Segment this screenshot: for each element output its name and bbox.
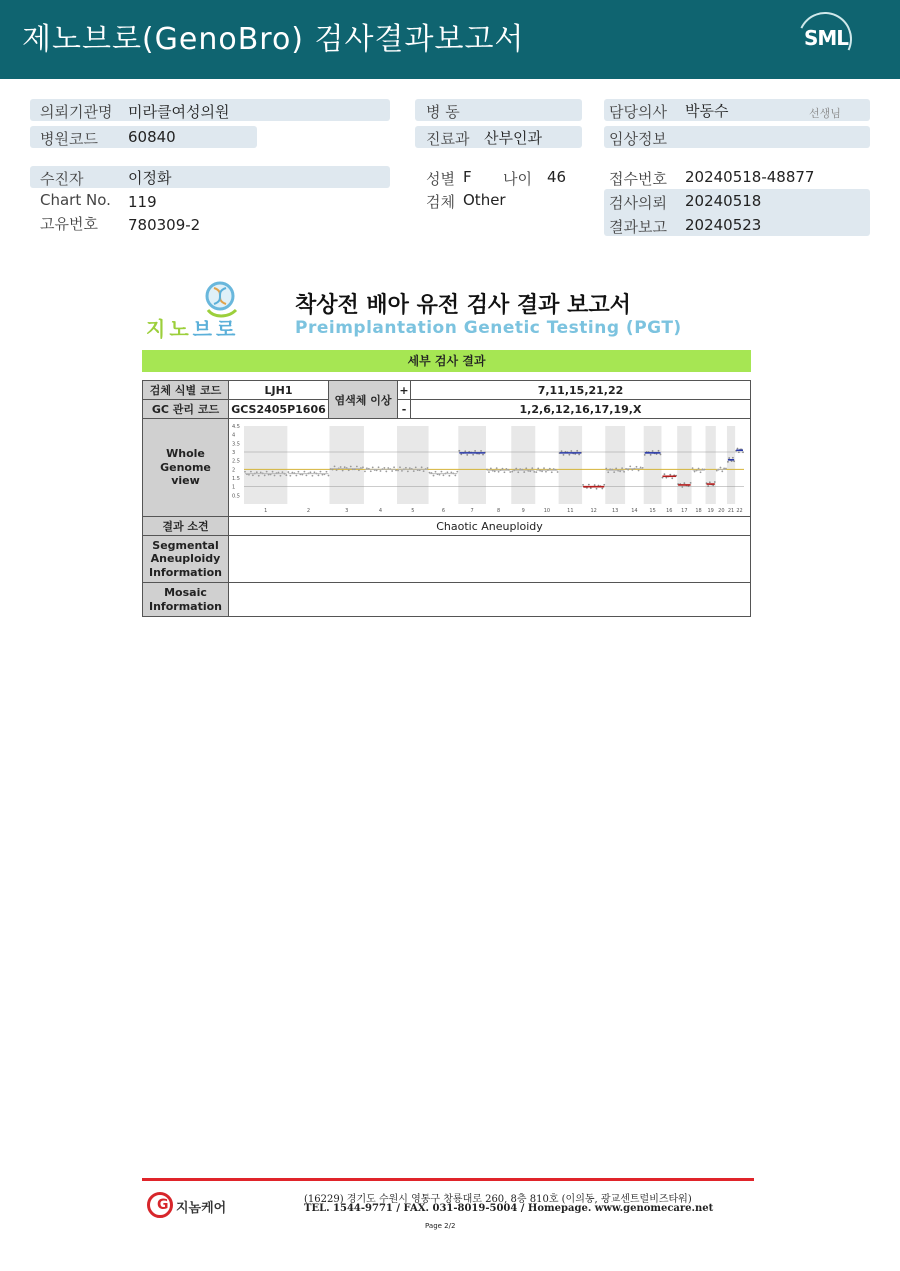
report-date-label: 결과보고 [609, 218, 667, 236]
data-point [397, 469, 399, 471]
data-point [651, 450, 653, 452]
data-point [482, 453, 484, 455]
x-tick-label: 12 [589, 507, 597, 514]
data-point [265, 470, 267, 472]
data-point [255, 471, 257, 473]
data-point [454, 474, 456, 476]
data-point [440, 470, 442, 472]
data-point [715, 469, 717, 471]
data-point [497, 470, 499, 472]
specimen-label: 검체 [426, 193, 455, 211]
sml-logo [798, 12, 854, 66]
data-point [472, 453, 474, 455]
x-tick-label: 13 [611, 507, 618, 514]
data-point [545, 470, 547, 472]
clinical-label: 임상정보 [609, 130, 667, 148]
x-tick-label: 6 [441, 507, 445, 514]
data-point [691, 467, 693, 469]
data-point [657, 449, 659, 451]
mosaic-value [229, 583, 751, 617]
data-point [446, 471, 448, 473]
data-point [420, 466, 422, 468]
data-point [669, 473, 671, 475]
data-point [697, 467, 699, 469]
data-point [438, 473, 440, 475]
data-point [399, 466, 401, 468]
section-title: 세부 검사 결과 [142, 350, 751, 372]
data-point [543, 467, 545, 469]
x-tick-label: 21 [727, 507, 734, 514]
x-tick-label: 16 [665, 507, 673, 514]
institution-value: 미라클여성의원 [128, 103, 230, 121]
data-point [623, 470, 625, 472]
data-point [568, 453, 570, 455]
x-tick-label: 20 [717, 507, 725, 514]
data-point [434, 470, 436, 472]
data-point [466, 454, 468, 456]
data-point [355, 465, 357, 467]
data-point [244, 470, 246, 472]
data-point [511, 470, 513, 472]
data-point [643, 453, 645, 455]
segmental-label: Segmental Aneuploidy Information [143, 536, 229, 583]
data-point [731, 456, 733, 458]
x-tick-label: 11 [566, 507, 574, 514]
data-point [605, 467, 607, 469]
data-point [428, 471, 430, 473]
data-point [552, 468, 554, 470]
data-point [295, 474, 297, 476]
data-point [343, 466, 345, 468]
data-point [533, 470, 535, 472]
chromosome-band [677, 426, 691, 504]
data-point [311, 474, 313, 476]
data-point [589, 487, 591, 489]
data-point [339, 466, 341, 468]
finding-value: Chaotic Aneuploidy [229, 517, 751, 536]
data-point [505, 468, 507, 470]
y-tick-label: 2 [231, 466, 235, 473]
x-tick-label: 15 [648, 507, 656, 514]
chromosome-band [329, 426, 363, 504]
data-point [321, 473, 323, 475]
gain-chromosomes: 7,11,15,21,22 [411, 381, 751, 400]
data-point [489, 467, 491, 469]
logo-word-part1: 지노 [146, 317, 193, 341]
data-point [285, 474, 287, 476]
data-point [480, 449, 482, 451]
chromosome-band [643, 426, 661, 504]
x-tick-label: 17 [680, 507, 688, 514]
report-header [0, 0, 900, 79]
genomecare-logo-letter: G [157, 1197, 169, 1213]
y-tick-label: 1.5 [231, 475, 240, 482]
x-tick-label: 19 [706, 507, 714, 514]
chromosome-band [605, 426, 625, 504]
data-point [541, 470, 543, 472]
data-point [663, 473, 665, 475]
id-label: 고유번호 [40, 215, 98, 233]
data-point [309, 471, 311, 473]
data-point [364, 470, 366, 472]
data-point [659, 453, 661, 455]
y-tick-label: 3.5 [231, 440, 240, 447]
mosaic-label: Mosaic Information [143, 583, 229, 617]
gc-code-value: GCS2405P1606 [229, 400, 329, 419]
sex-label: 성별 [426, 170, 455, 188]
chromosome-band [244, 426, 287, 504]
data-point [619, 470, 621, 472]
data-point [387, 467, 389, 469]
data-point [263, 474, 265, 476]
hospital-code-label: 병원코드 [40, 130, 98, 148]
data-point [383, 467, 385, 469]
data-point [727, 460, 729, 462]
data-point [639, 466, 641, 468]
data-point [347, 469, 349, 471]
sml-logo-text: SML [804, 26, 849, 50]
institution-label: 의뢰기관명 [40, 103, 113, 121]
data-point [509, 471, 511, 473]
request-label: 검사의뢰 [609, 194, 667, 212]
x-tick-label: 4 [378, 507, 382, 514]
doctor-label: 담당의사 [609, 103, 667, 121]
data-point [556, 471, 558, 473]
data-point [582, 483, 584, 485]
x-tick-label: 9 [521, 507, 525, 514]
data-point [603, 483, 605, 485]
data-point [379, 470, 381, 472]
gc-code-label: GC 관리 코드 [143, 400, 229, 419]
data-point [325, 470, 327, 472]
whole-genome-cell [229, 419, 751, 517]
receipt-label: 접수번호 [609, 170, 667, 188]
receipt-value: 20240518-48877 [685, 168, 815, 186]
whole-genome-chart [230, 420, 750, 516]
data-point [406, 470, 408, 472]
report-title: 제노브로(GenoBro) 검사결과보고서 [22, 22, 525, 57]
y-tick-label: 4 [231, 432, 235, 439]
data-point [519, 468, 521, 470]
x-tick-label: 3 [344, 507, 348, 514]
data-point [719, 466, 721, 468]
genomecare-logo-icon [147, 1192, 173, 1218]
data-point [708, 481, 710, 483]
sex-value: F [463, 168, 472, 186]
data-point [456, 470, 458, 472]
ward-label: 병 동 [426, 103, 460, 121]
y-tick-label: 4.5 [231, 423, 240, 430]
data-point [627, 468, 629, 470]
data-point [635, 465, 637, 467]
data-point [303, 470, 305, 472]
data-point [713, 481, 715, 483]
doctor-value: 박동수 [685, 102, 729, 120]
data-point [377, 466, 379, 468]
data-point [287, 471, 289, 473]
patient-label: 수진자 [40, 170, 84, 188]
data-point [333, 465, 335, 467]
age-value: 46 [547, 168, 567, 186]
data-point [248, 473, 250, 475]
data-point [493, 470, 495, 472]
chromosome-band [705, 426, 715, 504]
x-tick-label: 22 [735, 507, 743, 514]
data-point [537, 467, 539, 469]
pgt-title-korean: 착상전 배아 유전 검사 결과 보고서 [295, 293, 631, 318]
x-tick-label: 10 [543, 507, 550, 514]
data-point [587, 483, 589, 485]
data-point [607, 471, 609, 473]
report-date-value: 20240523 [685, 216, 762, 234]
pgt-title-english: Preimplantation Genetic Testing (PGT) [295, 318, 682, 338]
loss-chromosomes: 1,2,6,12,16,17,19,X [411, 400, 751, 419]
data-point [401, 469, 403, 471]
data-point [578, 453, 580, 455]
hospital-code-value: 60840 [128, 128, 176, 146]
data-point [317, 474, 319, 476]
page-number: Page 2/2 [425, 1222, 456, 1230]
data-point [531, 467, 533, 469]
data-point [629, 465, 631, 467]
data-point [681, 486, 683, 488]
data-point [501, 467, 503, 469]
data-point [331, 468, 333, 470]
data-point [693, 470, 695, 472]
dept-value: 산부인과 [484, 129, 542, 147]
data-point [458, 449, 460, 451]
chromosome-abnormality-label: 염색체 이상 [329, 381, 398, 419]
data-point [442, 474, 444, 476]
data-point [412, 470, 414, 472]
patient-value: 이정화 [128, 169, 172, 187]
data-point [279, 474, 281, 476]
footer-divider [142, 1178, 754, 1181]
specimen-code-label: 검체 식별 코드 [143, 381, 229, 400]
footer-brand: 지놈케어 [176, 1201, 227, 1216]
data-point [550, 471, 552, 473]
data-point [736, 447, 738, 449]
dept-label: 진료과 [426, 130, 470, 148]
data-point [637, 469, 639, 471]
data-point [737, 451, 739, 453]
finding-label: 결과 소견 [143, 517, 229, 536]
data-point [576, 449, 578, 451]
whole-genome-label: Whole Genome view [143, 419, 229, 517]
data-point [631, 469, 633, 471]
data-point [313, 471, 315, 473]
data-point [523, 471, 525, 473]
specimen-value: Other [463, 191, 506, 209]
footer-address: (16229) 경기도 수원시 영통구 창룡대로 260, 8층 810호 (이의동, 광교센트럴비즈타워) [304, 1194, 692, 1205]
data-point [289, 474, 291, 476]
data-point [448, 474, 450, 476]
chromosome-band [558, 426, 582, 504]
data-point [649, 453, 651, 455]
data-point [335, 469, 337, 471]
data-point [488, 471, 490, 473]
data-point [721, 470, 723, 472]
data-point [515, 467, 517, 469]
request-value: 20240518 [685, 192, 762, 210]
data-point [742, 451, 744, 453]
data-point [362, 466, 364, 468]
x-tick-label: 18 [694, 507, 702, 514]
doctor-suffix: 선생님 [809, 107, 841, 120]
chromosome-band [397, 426, 429, 504]
data-point [615, 467, 617, 469]
data-point [277, 471, 279, 473]
chart-label: Chart No. [40, 191, 111, 209]
data-point [291, 471, 293, 473]
logo-word-part2: 브로 [192, 317, 240, 341]
footer-contact: TEL. 1544-9771 / FAX. 031-8019-5004 / Homepage. www.genomecare.net [304, 1203, 714, 1214]
data-point [535, 471, 537, 473]
data-point [257, 474, 259, 476]
data-point [503, 471, 505, 473]
data-point [570, 450, 572, 452]
result-table [142, 380, 751, 617]
data-point [562, 454, 564, 456]
data-point [517, 471, 519, 473]
data-point [404, 466, 406, 468]
data-point [414, 466, 416, 468]
data-point [327, 474, 329, 476]
data-point [251, 474, 253, 476]
data-point [495, 467, 497, 469]
data-point [613, 471, 615, 473]
data-point [297, 470, 299, 472]
data-point [385, 470, 387, 472]
data-point [450, 471, 452, 473]
data-point [273, 474, 275, 476]
specimen-code-value: LJH1 [229, 381, 329, 400]
data-point [422, 470, 424, 472]
data-point [699, 471, 701, 473]
data-point [426, 467, 428, 469]
y-tick-label: 2.5 [231, 458, 240, 465]
data-point [393, 466, 395, 468]
plus-sign: + [398, 381, 411, 400]
y-tick-label: 0.5 [231, 492, 240, 499]
data-point [259, 471, 261, 473]
genobro-logo-word [146, 313, 239, 342]
data-point [281, 471, 283, 473]
data-point [689, 481, 691, 483]
data-point [671, 477, 673, 479]
data-point [305, 474, 307, 476]
data-point [250, 470, 252, 472]
segmental-value [229, 536, 751, 583]
data-point [460, 453, 462, 455]
data-point [525, 467, 527, 469]
x-tick-label: 8 [496, 507, 500, 514]
x-tick-label: 7 [470, 507, 474, 514]
data-point [601, 487, 603, 489]
data-point [432, 474, 434, 476]
chromosome-band [511, 426, 535, 504]
data-point [707, 485, 709, 487]
age-label: 나이 [503, 170, 532, 188]
data-point [560, 450, 562, 452]
data-point [391, 470, 393, 472]
data-point [593, 484, 595, 486]
x-tick-label: 1 [263, 507, 267, 514]
data-point [341, 469, 343, 471]
y-tick-label: 3 [231, 449, 235, 456]
data-point [595, 487, 597, 489]
data-point [464, 450, 466, 452]
data-point [357, 469, 359, 471]
data-point [548, 467, 550, 469]
chart-value: 119 [128, 193, 157, 211]
data-point [408, 467, 410, 469]
minus-sign: - [398, 400, 411, 419]
patient-row-bg [30, 166, 390, 188]
data-point [365, 467, 367, 469]
data-point [683, 482, 685, 484]
x-tick-label: 14 [630, 507, 638, 514]
data-point [728, 457, 730, 459]
data-point [349, 465, 351, 467]
data-point [371, 466, 373, 468]
data-point [369, 470, 371, 472]
data-point [319, 470, 321, 472]
x-tick-label: 5 [410, 507, 414, 514]
data-point [271, 470, 273, 472]
id-value: 780309-2 [128, 216, 201, 234]
chromosome-band [458, 426, 486, 504]
data-point [621, 467, 623, 469]
y-tick-label: 1 [231, 484, 235, 491]
data-point [474, 450, 476, 452]
x-tick-label: 2 [306, 507, 310, 514]
chromosome-band [726, 426, 734, 504]
